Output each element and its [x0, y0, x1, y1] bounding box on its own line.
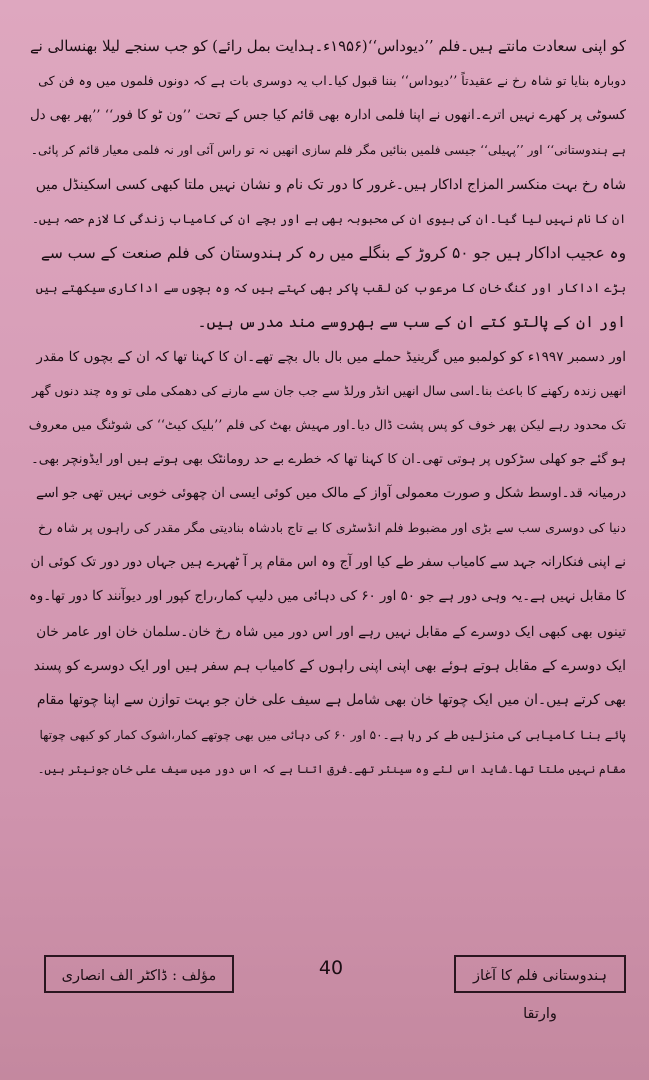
text-line: ہو گئے جو کھلی سڑکوں پر ہوتی تھی۔ان کا کہنا تھا کہ خطرے بے حد رومانٹک بھی ہوتے ہیں اور ایڈونچر بھی۔	[31, 451, 626, 467]
page-footer	[26, 955, 626, 1022]
page-body-text	[26, 30, 626, 787]
text-line: کا مقابل نہیں ہے۔یہ وہی دور ہے جو ۵۰ اور ۶۰ کی دہائی میں دلیپ کمار،راج کپور اور دیوآنند کا دور تھا۔وہ	[29, 589, 626, 605]
text-line: درمیانہ قد۔اوسط شکل و صورت معمولی آواز کے مالک میں کوئی ایسی ان چھوئی خوبی نہیں تھی جو اسے	[35, 486, 626, 502]
text-line: ان کا نام نہیں لیا گیا۔ان کی بیوی ان کی محبوبہ بھی ہے اور بچے ان کی کامیاب زندگی کا لازم حصہ ہیں۔	[31, 211, 626, 226]
author-credit-box: مؤلف : ڈاکٹر الف انصاری	[44, 955, 234, 993]
book-title-box: ہندوستانی فلم کا آغاز وارتقا	[454, 955, 626, 993]
text-line: شاہ رخ بہت منکسر المزاج اداکار ہیں۔غرور کا دور تک نام و نشان نہیں ملتا کبھی کسی اسکینڈل میں	[35, 176, 626, 193]
text-line: وہ عجیب اداکار ہیں جو ۵۰ کروڑ کے بنگلے میں رہ کر ہندوستان کی فلم صنعت کے سب سے	[40, 244, 626, 263]
text-line: کو اپنی سعادت مانتے ہیں۔فلم ’’دیوداس‘‘(۱۹۵۶ء۔ہدایت بمل رائے) کو جب سنجے لیلا بھنسالی نے	[29, 38, 626, 55]
text-line: تک محدود رہے لیکن پھر خوف کو پس پشت ڈال دیا۔اور مہیش بھٹ کی فلم ’’بلیک کیٹ‘‘ کی شوٹنگ میں معروف	[28, 417, 626, 433]
text-line: دوبارہ بنایا تو شاہ رخ نے عقیدتاً ’’دیوداس‘‘ بننا قبول کیا۔اب یہ دوسری بات ہے کہ دونوں فلموں میں وہ فن کی	[38, 73, 626, 89]
text-line: کسوٹی پر کھرے نہیں اترے۔انھوں نے اپنا فلمی ادارہ بھی قائم کیا جس کے تحت ’’ون ٹو کا فور‘‘ ’’پھر بھی دل	[29, 107, 626, 123]
text-line: تینوں بھی کبھی ایک دوسرے کے مقابل نہیں رہے اور اس دور میں شاہ رخ خان۔سلمان خان اور عامر خان	[36, 623, 626, 640]
text-line: ایک دوسرے کے مقابل ہوتے ہوئے بھی اپنی اپنی راہوں کے کامیاب ہم سفر ہیں اور ایک دوسرے کو پسند	[33, 658, 626, 675]
text-line: بڑے اداکار اور کنگ خان کا مرعوب کن لقب پاکر بھی کہتے ہیں کہ وہ بچوں سے اداکاری سیکھتے ہیں	[35, 279, 626, 295]
text-line: ہے ہندوستانی‘‘ اور ’’پہیلی‘‘ جیسی فلمیں بنائیں مگر فلم سازی انھیں نہ تو راس آئی اور نہ فلمی معیار قائم کر پائی۔	[30, 143, 626, 158]
text-line: اور دسمبر ۱۹۹۷ء کو کولمبو میں گرینیڈ حملے میں بال بال بچے تھے۔ان کا کہنا تھا کہ ان کے بچوں کا مقدر	[36, 348, 626, 365]
text-line: پائے بنا کامیابی کی منزلیں طے کر رہا ہے۔۵۰ اور ۶۰ کی دہائی میں بھی چوتھے کمار،اشوک کمار کو کبھی چوتھا	[39, 727, 626, 742]
page-number: 40	[318, 957, 344, 979]
text-line: اور ان کے پالتو کتے ان کے سب سے بھروسے مند مدرس ہیں۔	[197, 313, 626, 332]
text-line: مقام نہیں ملتا تھا۔شاید اس لئے وہ سینئر تھے۔فرق اتنا ہے کہ اس دور میں سیف علی خان جونیئر ہیں۔	[37, 762, 626, 777]
text-line: نے اپنی فنکارانہ جہد سے کامیاب سفر طے کیا اور آج وہ اس مقام پر آ ٹھہرے ہیں جہاں دور دور تک کوئی ان	[30, 554, 626, 570]
text-line: بھی کرتے ہیں۔ان میں ایک چوتھا خان بھی شامل ہے سیف علی خان جو بہت توازن سے اپنا چوتھا مقام	[36, 692, 626, 709]
text-line: انھیں زندہ رکھنے کا باعث بنا۔اسی سال انھیں انڈر ورلڈ سے جب جان سے مارنے کی دھمکی ملی تو وہ چند دنوں گھر	[32, 382, 626, 398]
text-line: دنیا کی دوسری سب سے بڑی اور مضبوط فلم انڈسٹری کا بے تاج بادشاہ بنادیتی مگر مقدر کی راہوں پر شاہ رخ	[37, 520, 626, 536]
